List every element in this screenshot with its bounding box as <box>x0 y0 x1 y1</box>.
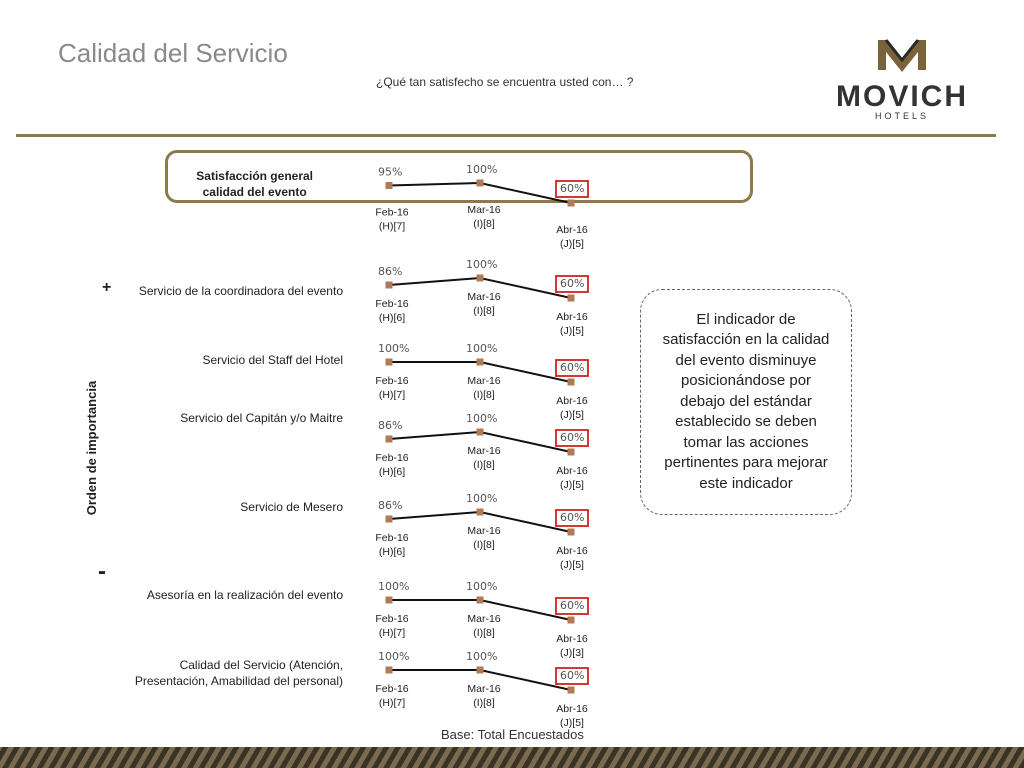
x-base-label: (J)[5] <box>560 717 584 729</box>
x-base-label: (I)[8] <box>473 539 495 551</box>
data-label: 100% <box>466 163 498 176</box>
x-base-label: (J)[5] <box>560 409 584 421</box>
x-base-label: (I)[8] <box>473 697 495 709</box>
data-point <box>568 617 575 624</box>
x-tick-label: Mar-16 <box>467 445 501 457</box>
x-base-label: (H)[7] <box>378 697 406 709</box>
data-point <box>386 667 393 674</box>
data-label: 86% <box>378 419 403 432</box>
x-base-label: (J)[5] <box>560 479 584 491</box>
x-base-label: (I)[8] <box>473 305 495 317</box>
data-label: 100% <box>378 650 410 663</box>
x-tick-label: Feb-16 <box>375 206 409 219</box>
x-tick-label: Mar-16 <box>467 204 501 216</box>
data-label: 100% <box>466 492 498 505</box>
data-label: 60% <box>560 277 585 290</box>
x-tick-label: Abr-16 <box>556 395 588 407</box>
row-title-line: Asesoría en la realización del evento <box>146 588 343 602</box>
data-point <box>477 359 484 366</box>
x-tick-label: Mar-16 <box>467 613 501 625</box>
data-point <box>386 359 393 366</box>
x-tick-label: Mar-16 <box>467 683 501 695</box>
row-title-line: Calidad del Servicio (Atención, <box>179 658 343 672</box>
logo-brand: MOVICH <box>836 80 968 113</box>
survey-question: ¿Qué tan satisfecho se encuentra usted con… ? <box>376 75 634 89</box>
insight-callout: El indicador de satisfacción en la calidad del evento disminuye posicionándose por debajo del estándar establecido se deben tomar las acciones pertinentes para mejorar este indicador <box>640 289 852 515</box>
row-title-line: calidad del evento <box>202 185 307 199</box>
data-point <box>477 275 484 282</box>
x-base-label: (J)[5] <box>560 559 584 571</box>
x-tick-label: Feb-16 <box>375 452 409 464</box>
importance-axis-label: Orden de importancia <box>84 380 99 516</box>
data-label: 60% <box>560 182 585 195</box>
x-tick-label: Feb-16 <box>375 683 409 695</box>
data-label: 86% <box>378 499 403 512</box>
importance-high-sign: + <box>102 279 112 296</box>
data-point <box>568 379 575 386</box>
x-tick-label: Abr-16 <box>556 703 588 715</box>
x-base-label: (H)[6] <box>378 546 406 558</box>
data-point <box>386 597 393 604</box>
data-point <box>477 180 484 187</box>
data-point <box>477 429 484 436</box>
x-tick-label: Abr-16 <box>556 465 588 477</box>
data-point <box>386 516 393 523</box>
trend-chart-1 <box>375 163 588 250</box>
x-base-label: (H)[7] <box>378 389 406 401</box>
trend-chart-2 <box>375 258 588 337</box>
x-base-label: (I)[8] <box>473 627 495 639</box>
importance-low-sign: - <box>98 558 106 585</box>
data-label: 100% <box>378 342 410 355</box>
x-tick-label: Abr-16 <box>556 633 588 645</box>
x-base-label: (J)[3] <box>560 647 584 659</box>
x-base-label: (J)[5] <box>560 325 584 337</box>
x-base-label: (H)[6] <box>378 312 406 324</box>
data-label: 100% <box>466 412 498 425</box>
data-point <box>477 597 484 604</box>
data-point <box>568 200 575 207</box>
trend-chart-7 <box>375 650 588 729</box>
data-label: 60% <box>560 511 585 524</box>
x-tick-label: Feb-16 <box>375 298 409 310</box>
data-point <box>477 509 484 516</box>
data-label: 60% <box>560 669 585 682</box>
x-base-label: (I)[8] <box>473 389 495 401</box>
x-base-label: (I)[8] <box>473 459 495 471</box>
x-base-label: (I)[8] <box>473 218 495 230</box>
data-point <box>386 436 393 443</box>
trend-chart-4 <box>375 412 588 491</box>
data-label: 100% <box>466 580 498 593</box>
data-point <box>568 529 575 536</box>
x-tick-label: Feb-16 <box>375 613 409 625</box>
page-title: Calidad del Servicio <box>58 38 288 68</box>
x-tick-label: Feb-16 <box>375 375 409 387</box>
x-tick-label: Abr-16 <box>556 224 588 236</box>
x-base-label: (J)[5] <box>560 238 584 250</box>
data-label: 60% <box>560 599 585 612</box>
data-label: 100% <box>466 650 498 663</box>
trend-chart-5 <box>375 492 588 571</box>
logo-sub: HOTELS <box>874 111 930 121</box>
data-label: 100% <box>466 342 498 355</box>
data-label: 60% <box>560 361 585 374</box>
x-tick-label: Mar-16 <box>467 525 501 537</box>
data-point <box>386 282 393 289</box>
x-tick-label: Mar-16 <box>467 375 501 387</box>
row-title-line: Presentación, Amabilidad del personal) <box>134 674 343 688</box>
x-tick-label: Abr-16 <box>556 545 588 557</box>
x-base-label: (H)[6] <box>378 466 406 478</box>
x-tick-label: Abr-16 <box>556 311 588 323</box>
x-base-label: (H)[7] <box>378 220 406 233</box>
data-point <box>568 295 575 302</box>
row-title-line: Servicio del Staff del Hotel <box>202 353 343 367</box>
row-title-line: Satisfacción general <box>196 169 313 183</box>
base-note: Base: Total Encuestados <box>441 727 584 742</box>
data-label: 86% <box>378 265 403 278</box>
data-point <box>568 449 575 456</box>
data-label: 100% <box>466 258 498 271</box>
data-label: 100% <box>378 580 410 593</box>
trend-chart-3 <box>375 342 588 421</box>
data-label: 60% <box>560 431 585 444</box>
x-tick-label: Feb-16 <box>375 532 409 544</box>
data-point <box>477 667 484 674</box>
trend-chart-6 <box>375 580 588 659</box>
x-tick-label: Mar-16 <box>467 291 501 303</box>
data-point <box>568 687 575 694</box>
row-title-line: Servicio de la coordinadora del evento <box>138 284 343 298</box>
x-base-label: (H)[7] <box>378 627 406 639</box>
data-point <box>386 182 393 189</box>
data-label: 95% <box>378 165 403 179</box>
row-title-line: Servicio del Capitán y/o Maitre <box>180 411 343 425</box>
row-title-line: Servicio de Mesero <box>240 500 343 514</box>
